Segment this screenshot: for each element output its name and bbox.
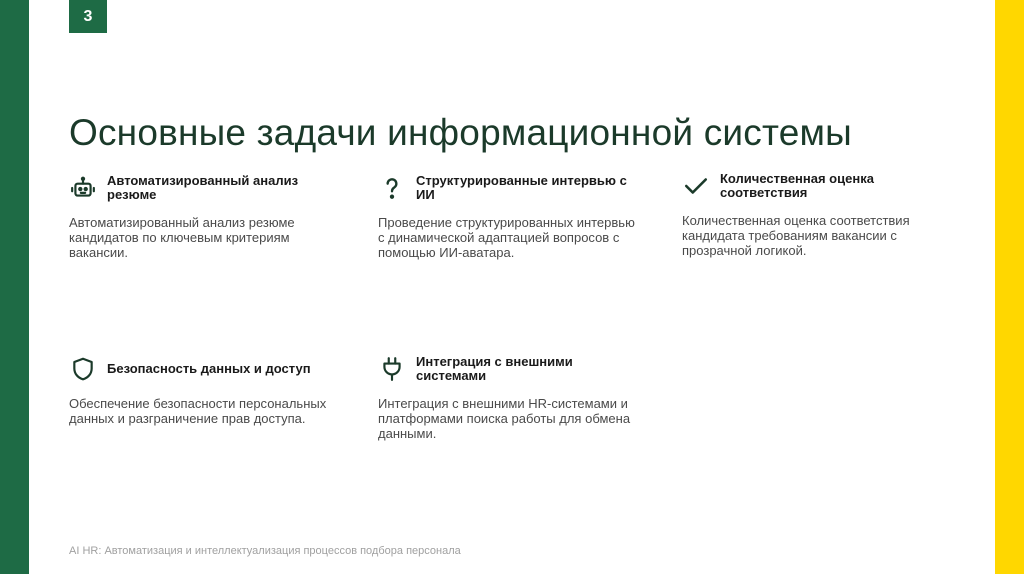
task-card-title: Структурированные интервью с ИИ xyxy=(416,173,627,202)
checkmark-icon xyxy=(682,172,710,200)
task-card-quantitative-assessment xyxy=(682,172,952,258)
right-accent-bar xyxy=(995,0,1024,574)
task-card-text: Автоматизированный анализ резюме кандидатов по ключевым критериям вакансии. xyxy=(69,215,295,260)
slide-number-badge xyxy=(69,0,107,33)
left-accent-bar xyxy=(0,0,29,574)
task-card-text: Интеграция с внешними HR-системами и платформами поиска работы для обмена данными. xyxy=(378,396,631,441)
task-card-title: Количественная оценка соответствия xyxy=(720,171,874,200)
slide-number: 3 xyxy=(83,7,93,25)
task-card-integration xyxy=(378,355,648,441)
plug-icon xyxy=(378,355,406,383)
task-card-text: Количественная оценка соответствия кандидата требованиям вакансии с прозрачной логикой. xyxy=(682,213,910,258)
task-card-text: Проведение структурированных интервью с динамической адаптацией вопросов с помощью ИИ-аватара. xyxy=(378,215,635,260)
task-card-data-security xyxy=(69,355,339,426)
task-card-resume-analysis xyxy=(69,174,339,260)
question-mark-icon xyxy=(378,174,406,202)
task-card-title: Безопасность данных и доступ xyxy=(107,361,311,376)
task-card-title: Интеграция с внешними системами xyxy=(416,354,573,383)
task-card-ai-interview xyxy=(378,174,648,260)
robot-icon xyxy=(69,174,97,202)
footer-caption: AI HR: Автоматизация и интеллектуализация процессов подбора персонала xyxy=(69,545,461,557)
page-title: Основные задачи информационной системы xyxy=(69,112,852,153)
task-card-text: Обеспечение безопасности персональных данных и разграничение прав доступа. xyxy=(69,396,327,426)
shield-icon xyxy=(69,355,97,383)
task-card-title: Автоматизированный анализ резюме xyxy=(107,173,299,202)
